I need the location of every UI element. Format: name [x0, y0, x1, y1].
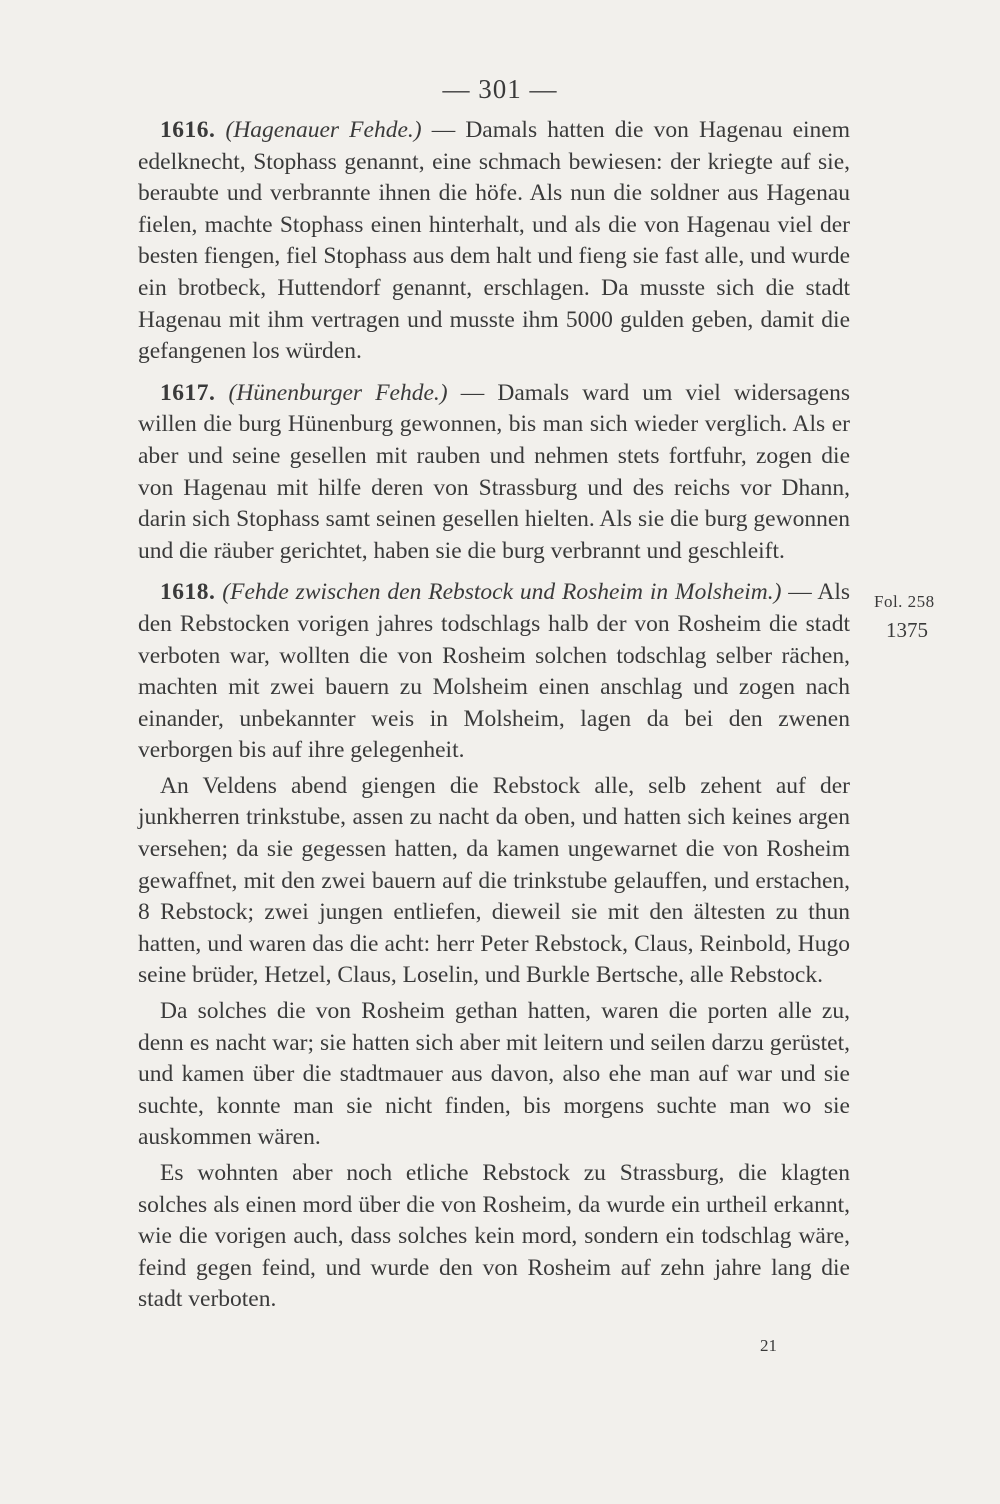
entry-1616	[138, 115, 850, 368]
entry-text: — Damals hatten die von Hagenau einem edelknecht, Stophass genannt, eine schmach bewiesen: der kriegte auf sie, beraubte und verbrannte ihnen die höfe. Als nun die soldner aus Hagenau fielen, machte Stophass einen hinterhalt, und als die von Hagenau viel der besten fiengen, fiel Stophass aus dem halt und fieng sie fast alle, und wurde ein brotbeck, Huttendorf genannt, erschlagen. Da musste sich die stadt Hagenau mit ihm vertragen und musste ihm 5000 gulden geben, damit die gefangenen los würden.	[138, 117, 850, 365]
paragraph: Es wohnten aber noch etliche Rebstock zu Strassburg, die klagten solches als einen mord über die von Rosheim, da wurde ein urtheil erkannt, wie die vorigen auch, dass solches kein mord, sondern ein todschlag wäre, feind gegen feind, und wurde den von Rosheim auf zehn jahre lang die stadt verboten.	[138, 1160, 850, 1313]
entry-text: — Als den Rebstocken vorigen jahres todschlags halb der von Rosheim die stadt verboten war, wollten die von Rosheim solchen todschlag selber rächen, machten mit zwei bauern zu Molsheim einen anschlag und zogen nach einander, unbekannter weis in Molsheim, lagen da bei den zwenen verborgen bis auf ihre gelegenheit.	[138, 579, 850, 764]
entry-year: 1616.	[160, 117, 216, 143]
entry-1618	[138, 577, 850, 767]
paragraph: An Veldens abend giengen die Rebstock alle, selb zehent auf der junkherren trinkstube, assen zu nacht da oben, und hatten sich keines argen versehen; da sie gegessen hatten, da kamen ungewarnet die von Rosheim gewaffnet, mit den zwei bauern auf die trinkstube gelauffen, und erstachen, 8 Rebstock; zwei jungen entliefen, dieweil sie mit den ältesten zu thun hatten, und waren das die acht: herr Peter Rebstock, Claus, Reinbold, Hugo seine brüder, Hetzel, Claus, Loselin, und Burkle Bertsche, alle Rebstock.	[138, 772, 850, 989]
page-number: — 301 —	[442, 74, 558, 104]
entry-title: (Fehde zwischen den Rebstock und Rosheim in Molsheim.)	[222, 579, 782, 606]
margin-year: 1375	[886, 618, 928, 642]
signature-mark: 21	[760, 1336, 777, 1355]
entry-1617	[138, 378, 850, 568]
paragraph: Da solches die von Rosheim gethan hatten, waren die porten alle zu, denn es nacht war; sie hatten sich aber mit leitern und seilen darzu gerüstet, und kamen über die stadtmauer aus davon, also ehe man auf war und sie suchte, konnte man sie nicht finden, bis morgens suchte man wo sie auskommen wären.	[138, 998, 850, 1151]
entry-year: 1617.	[160, 379, 216, 406]
entry-text: — Damals ward um viel widersagens willen die burg Hünenburg gewonnen, bis man sich wieder verglich. Als er aber und seine gesellen mit rauben und nehmen stets fortfuhr, zogen die von Hagenau mit hilfe deren von Strassburg und des reichs vor Dhann, darin sich Stophass samt seinen gesellen hielten. Als sie die burg gewonnen und die räuber gerichtet, haben sie die burg verbrannt und geschleift.	[138, 379, 850, 564]
main-text	[138, 115, 850, 1316]
entry-title: (Hünenburger Fehde.)	[228, 379, 448, 406]
entry-title: (Hagenauer Fehde.)	[225, 117, 422, 143]
entry-year: 1618.	[160, 579, 216, 606]
margin-folio: Fol. 258	[874, 592, 935, 611]
